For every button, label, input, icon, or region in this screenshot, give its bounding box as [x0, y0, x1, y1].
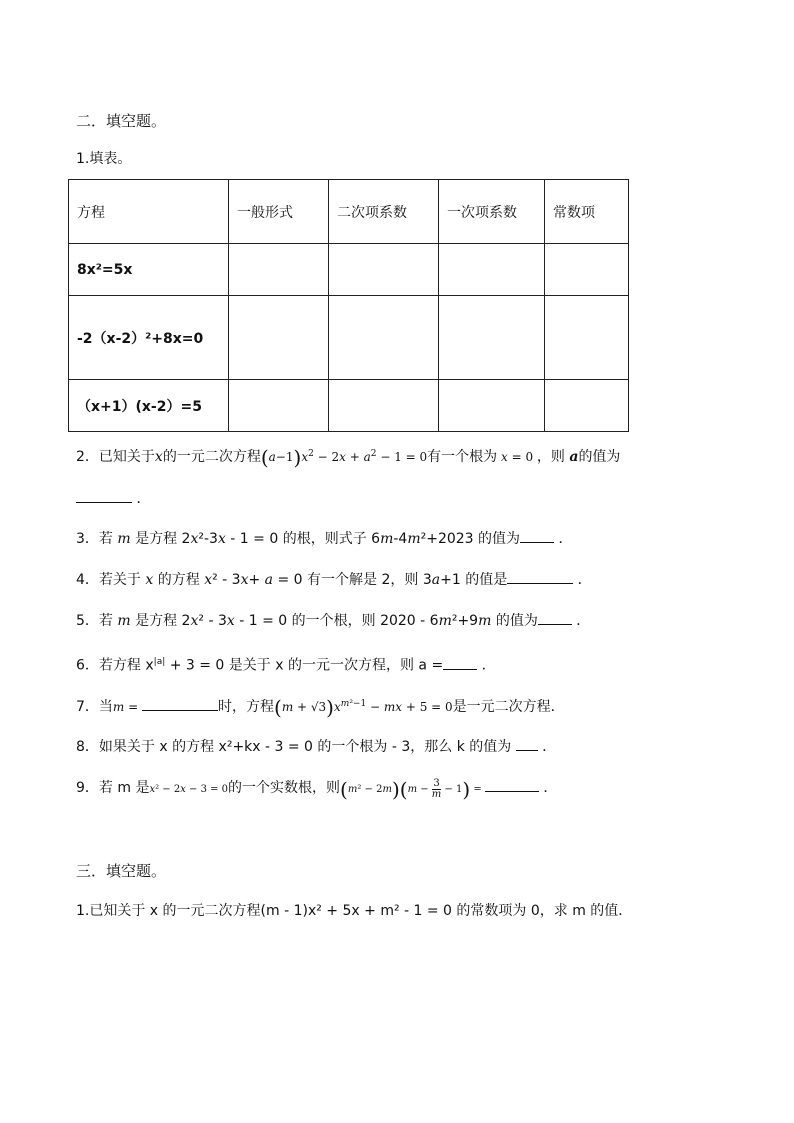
q2-text: 的值为 — [578, 449, 621, 465]
q8-text: ． — [542, 739, 557, 755]
q4-text: 4．若关于 — [76, 572, 141, 588]
q7-var-m: m = — [112, 700, 142, 714]
table-blank-cell[interactable] — [229, 244, 329, 296]
table-row — [69, 244, 629, 296]
q6-text: 6．若方程 x — [76, 657, 154, 674]
question-3: 3．若 m 是方程 2x²-3x - 1 = 0 的根，则式子 6m-4m²+2023 的值为 ． — [76, 528, 572, 549]
q2-text: 有一个根为 — [427, 449, 498, 465]
question-7 — [76, 694, 565, 718]
table-header-cell: 二次项系数 — [329, 180, 439, 244]
answer-blank[interactable] — [520, 528, 554, 543]
q2-text: 的一元二次方程 — [162, 449, 261, 465]
q2-root: x = 0 — [500, 450, 537, 464]
question-2 — [76, 444, 620, 468]
fill-in-table — [68, 179, 629, 432]
q3-text: ²-3 — [198, 531, 218, 547]
q2-text: ，则 — [536, 449, 565, 465]
table-blank-cell[interactable] — [229, 296, 329, 380]
table-blank-cell[interactable] — [545, 296, 629, 380]
answer-blank[interactable] — [443, 655, 477, 670]
q6-text: + 3 = 0 是关于 x 的一元一次方程，则 a = — [165, 657, 444, 674]
q2-text: ． — [136, 491, 151, 507]
q5-text: 的值为 — [495, 613, 538, 629]
q9-equation: x² − 2x − 3 = 0 — [149, 784, 229, 795]
q2-text: 2．已知关于 — [76, 449, 155, 465]
table-blank-cell[interactable] — [545, 244, 629, 296]
q5-text: ² - 3 — [198, 613, 227, 629]
q5-text: - 1 = 0 的一个根，则 2020 - 6 — [234, 613, 439, 629]
answer-blank[interactable] — [76, 488, 132, 503]
table-blank-cell[interactable] — [329, 380, 439, 432]
q3-text: ²+2023 的值为 — [420, 531, 521, 547]
q3-text: 3．若 — [76, 531, 113, 547]
q9-expression: (m² − 2m)(m − $\frac{3}{m}$ − 1) = — [340, 777, 485, 802]
answer-blank[interactable] — [507, 569, 573, 584]
table-equation-cell: （x+1）(x-2）=5 — [69, 380, 229, 432]
table-blank-cell[interactable] — [329, 296, 439, 380]
q7-equation: $(m + √3)x^{m^2-1}$ − mx + 5 = 0 — [274, 695, 453, 720]
table-header-cell: 方程 — [69, 180, 229, 244]
section-3-question-1: 1.已知关于 x 的一元二次方程(m - 1)x² + 5x + m² - 1 = 0 的常数项为 0，求 m 的值． — [76, 903, 633, 919]
question-9 — [76, 777, 557, 800]
q4-text: = 0 有一个解是 2，则 3 — [277, 572, 432, 588]
q5-text: ²+9 — [451, 613, 479, 629]
answer-blank[interactable] — [485, 777, 539, 792]
q6-exponent: |a| — [153, 657, 166, 667]
q5-text: ． — [576, 613, 591, 629]
q7-text: 7．当 — [76, 699, 113, 715]
q3-text: ． — [558, 531, 573, 547]
table-header-cell: 一次项系数 — [439, 180, 545, 244]
table-blank-cell[interactable] — [439, 380, 545, 432]
q2-var-x: x — [154, 449, 163, 465]
q7-text: 时，方程 — [218, 699, 274, 715]
q7-text: 是一元二次方程． — [452, 699, 565, 715]
table-blank-cell[interactable] — [439, 244, 545, 296]
answer-blank[interactable] — [142, 696, 218, 711]
answer-blank[interactable] — [516, 736, 538, 751]
answer-blank[interactable] — [538, 610, 572, 625]
question-5: 5．若 m 是方程 2x² - 3x - 1 = 0 的一个根，则 2020 - 6m²+9m 的值为 ． — [76, 610, 590, 631]
q4-text: ² - 3 — [212, 572, 241, 588]
table-blank-cell[interactable] — [329, 244, 439, 296]
table-blank-cell[interactable] — [439, 296, 545, 380]
question-8 — [76, 736, 556, 757]
q4-text: ． — [577, 572, 592, 588]
table-blank-cell[interactable] — [229, 380, 329, 432]
q3-text: -4 — [393, 531, 408, 547]
q9-text: 的一个实数根，则 — [228, 780, 341, 796]
q4-text: 的方程 — [157, 572, 200, 588]
q9-text: 9．若 m 是 — [76, 780, 150, 796]
q5-text: 是方程 2 — [135, 613, 191, 629]
q9-text: ． — [543, 780, 558, 796]
q4-text: + — [248, 572, 261, 588]
question-1-label: 1.填表。 — [76, 151, 132, 167]
q6-text: ． — [481, 657, 496, 674]
table-header-cell: 一般形式 — [229, 180, 329, 244]
question-6 — [76, 652, 496, 676]
section-2-title: 二．填空题。 — [76, 112, 167, 130]
table-equation-cell: 8x²=5x — [69, 244, 229, 296]
q3-text: - 1 = 0 的根，则式子 6 — [225, 531, 381, 547]
table-row — [69, 296, 629, 380]
table-equation-cell: -2（x-2）²+8x=0 — [69, 296, 229, 380]
q2-equation: $(a-1)x^2 - 2x + a^2 - 1 = 0$ — [260, 445, 428, 470]
q3-text: 是方程 2 — [135, 531, 191, 547]
q4-text: +1 的值是 — [440, 572, 508, 588]
table-blank-cell[interactable] — [545, 380, 629, 432]
q5-text: 5．若 — [76, 613, 113, 629]
section-3-title: 三．填空题。 — [76, 862, 167, 880]
question-2-answer-line — [76, 488, 150, 509]
table-header-row — [69, 180, 629, 244]
q2-var-a: a — [569, 449, 579, 465]
question-4: 4．若关于 x 的方程 x² - 3x+ a = 0 有一个解是 2，则 3a+1 的值是 ． — [76, 569, 592, 590]
q8-text: 8．如果关于 x 的方程 x²+kx - 3 = 0 的一个根为 - 3，那么 k 的值为 — [76, 739, 512, 755]
table-header-cell: 常数项 — [545, 180, 629, 244]
table-row — [69, 380, 629, 432]
